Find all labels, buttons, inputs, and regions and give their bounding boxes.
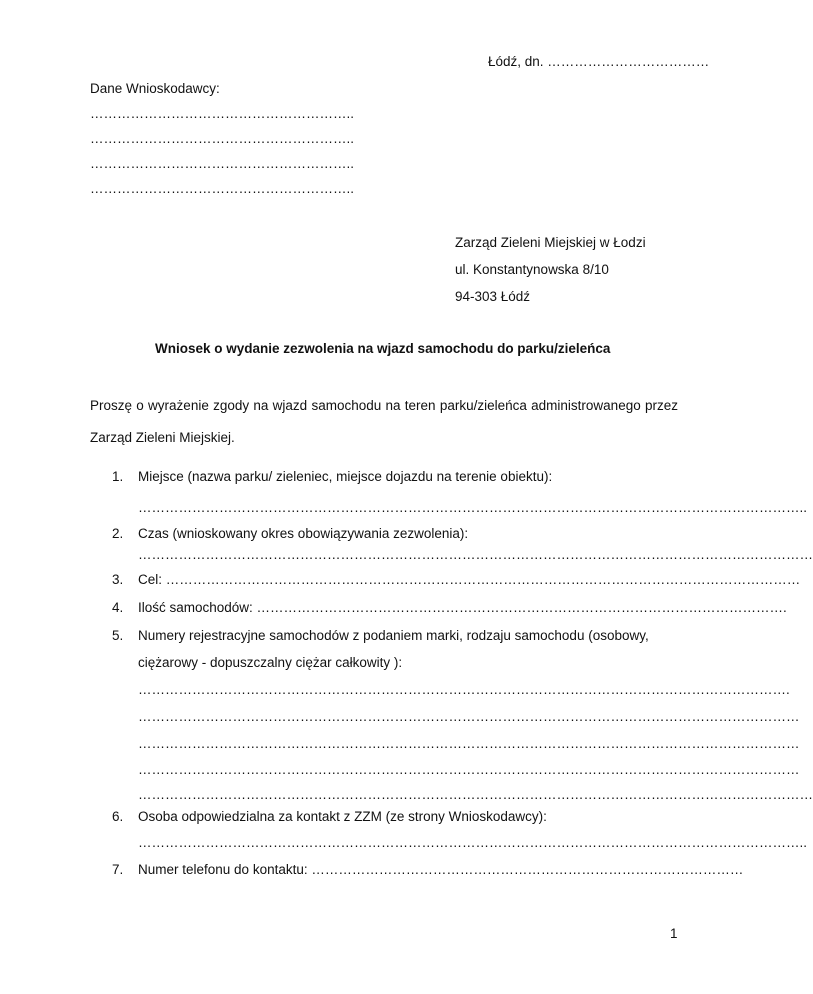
item-text: Ilość samochodów: ………………………………………………………………………………………………………. (138, 600, 787, 615)
item-fill-line: ………………………………………………………………………………………………………………………………… (138, 736, 800, 751)
item-fill-line: …………………………………………………………………………………………………………………………………… (138, 787, 813, 802)
recipient-name: Zarząd Zieleni Miejskiej w Łodzi (455, 235, 646, 250)
item-fill-line: ………………………………………………………………………………………………………………………………… (138, 709, 800, 724)
item-number: 4. (112, 600, 124, 615)
item-number: 7. (112, 862, 124, 877)
document-title: Wniosek o wydanie zezwolenia na wjazd samochodu do parku/zieleńca (155, 341, 611, 356)
applicant-line: ………………………………………………….. (90, 156, 355, 171)
page-number: 1 (670, 926, 678, 941)
item-text: Czas (wnioskowany okres obowiązywania zezwolenia): (138, 526, 469, 541)
item-fill-line: ………………………………………………………………………………………………………………………………. (138, 682, 790, 697)
item-number: 2. (112, 526, 124, 541)
item-text-continued: ciężarowy - dopuszczalny ciężar całkowity ): (138, 655, 403, 670)
intro-paragraph: Proszę o wyrażenie zgody na wjazd samochodu na teren parku/zieleńca administrowanego przez Zarząd Zieleni Miejskiej. (90, 398, 678, 445)
item-fill-line: ………………………………………………………………………………………………………………………………… (138, 762, 800, 777)
applicant-line: ………………………………………………….. (90, 106, 355, 121)
item-number: 1. (112, 469, 124, 484)
item-text: Osoba odpowiedzialna za kontakt z ZZM (ze strony Wnioskodawcy): (138, 809, 547, 824)
place-date: Łódź, dn. ……………………………… (488, 54, 710, 69)
applicant-label: Dane Wnioskodawcy: (90, 81, 220, 96)
item-text: Cel: …………………………………………………………………………………………………………………………… (138, 572, 801, 587)
item-text: Miejsce (nazwa parku/ zieleniec, miejsce dojazdu na terenie obiektu): (138, 469, 553, 484)
item-number: 3. (112, 572, 124, 587)
item-text: Numer telefonu do kontaktu: …………………………………………………………………………………… (138, 862, 744, 877)
item-fill-line: ………………………………………………………………………………………………………………………………….. (138, 500, 808, 515)
applicant-line: ………………………………………………….. (90, 181, 355, 196)
applicant-line: ………………………………………………….. (90, 131, 355, 146)
recipient-city: 94-303 Łódź (455, 289, 531, 304)
item-fill-line: ………………………………………………………………………………………………………………………………….. (138, 835, 808, 850)
item-number: 5. (112, 628, 124, 643)
item-number: 6. (112, 809, 124, 824)
item-fill-line: …………………………………………………………………………………………………………………………………… (138, 547, 813, 562)
item-text: Numery rejestracyjne samochodów z podaniem marki, rodzaju samochodu (osobowy, (138, 628, 649, 643)
recipient-street: ul. Konstantynowska 8/10 (455, 262, 609, 277)
